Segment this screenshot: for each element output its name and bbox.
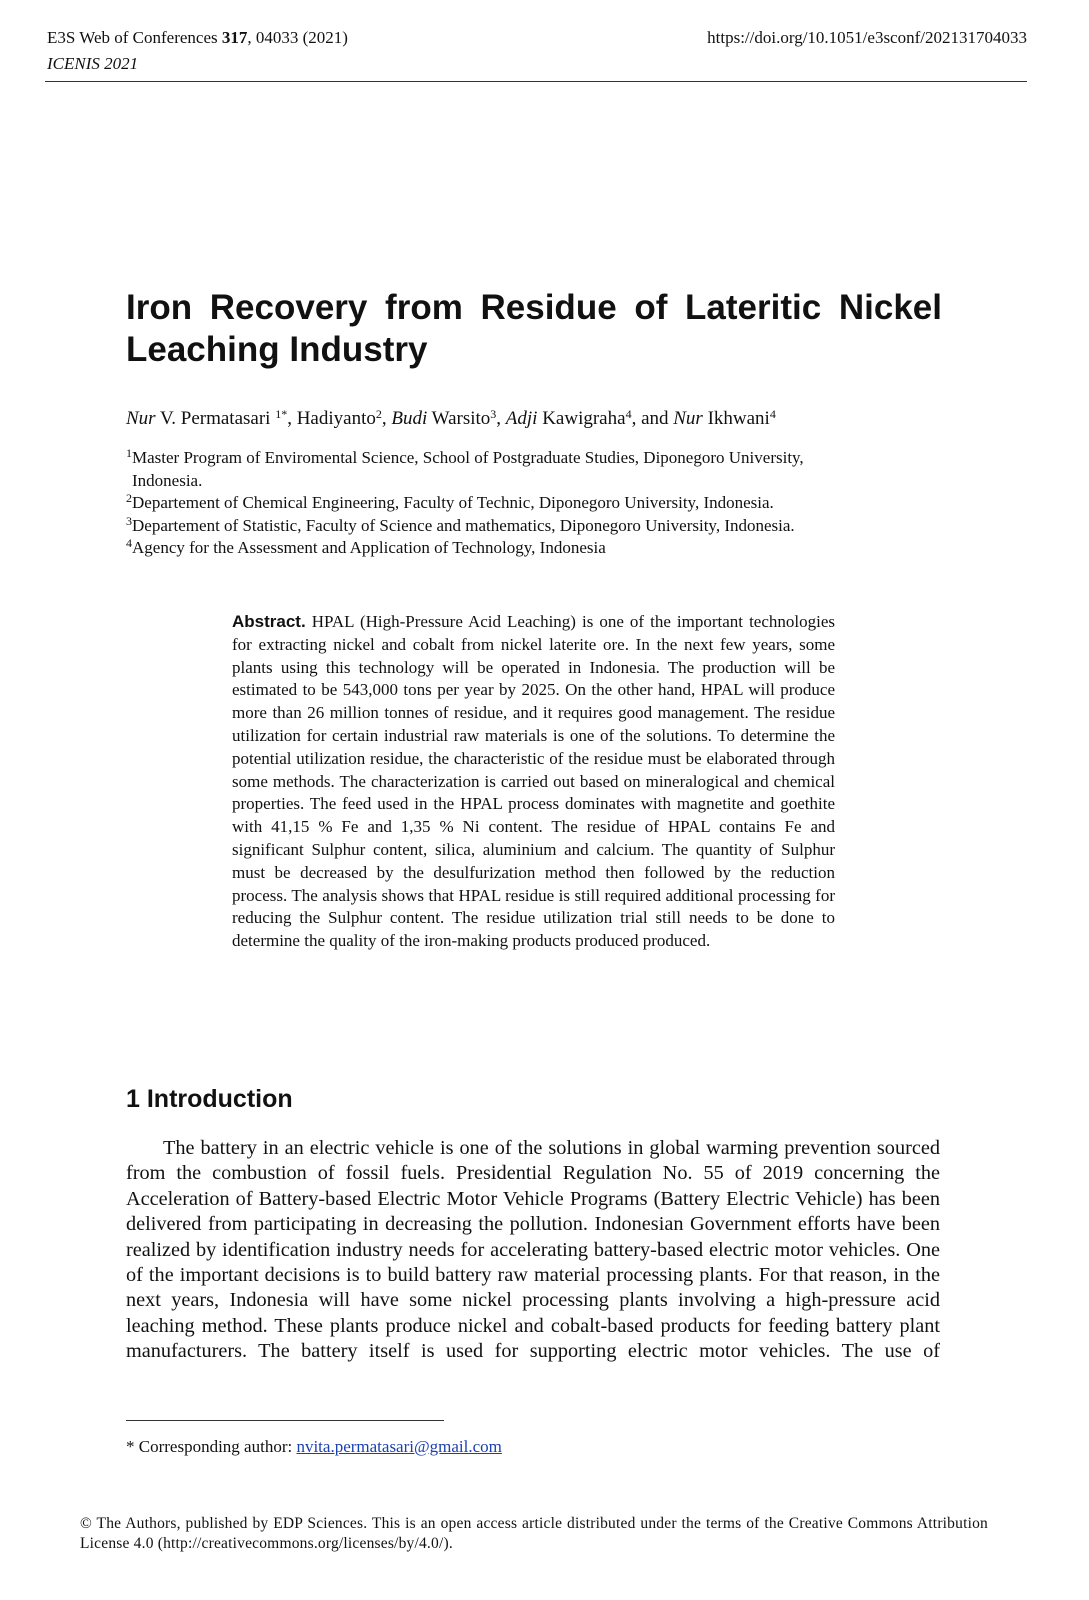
author-surname: Warsito bbox=[427, 408, 491, 429]
author-affiliation-mark: 3 bbox=[490, 407, 497, 421]
affiliation-number: 1 bbox=[126, 446, 132, 460]
article-number: , 04033 (2021) bbox=[247, 28, 348, 47]
author-affiliation-mark: 2 bbox=[375, 407, 382, 421]
affiliation-item bbox=[126, 492, 946, 515]
affiliation-text-continued: Indonesia. bbox=[132, 470, 203, 490]
author-affiliation-mark: 1* bbox=[275, 407, 288, 421]
author-name bbox=[506, 408, 632, 429]
author-affiliation-mark: 4 bbox=[625, 407, 632, 421]
section-heading: 1 Introduction bbox=[126, 1085, 293, 1113]
corresponding-author-footnote bbox=[126, 1436, 502, 1458]
doi-link[interactable]: https://doi.org/10.1051/e3sconf/202131704033 bbox=[707, 28, 1027, 47]
abstract-body: HPAL (High-Pressure Acid Leaching) is one of the important technologies for extracting nickel and cobalt from nickel laterite ore. In the next few years, some plants using this technology will be operated in Indonesia. The production will be estimated to be 543,000 tons per year by 2025. On the other hand, HPAL will produce more than 26 million tonnes of residue, and it requires good management. The residue utilization for certain industrial raw materials is one of the solutions. To determine the potential utilization residue, the characteristic of the residue must be elaborated through some methods. The characterization is carried out based on mineralogical and chemical properties. The feed used in the HPAL process dominates with magnetite and goethite with 41,15 % Fe and 1,35 % Ni content. The residue of HPAL contains Fe and significant Sulphur content, silica, aluminium and calcium. The quantity of Sulphur must be decreased by the desulfurization method then followed by the reduction process. The analysis shows that HPAL residue is still required additional processing for reducing the Sulphur content. The residue utilization trial still needs to be done to determine the quality of the iron-making products produced produced. bbox=[232, 612, 835, 951]
affiliation-item bbox=[126, 447, 946, 492]
affiliation-item bbox=[126, 537, 946, 560]
author-surname: Ikhwani bbox=[702, 408, 770, 429]
author-name bbox=[673, 408, 776, 429]
affiliation-number: 4 bbox=[126, 536, 132, 550]
author-name bbox=[297, 408, 382, 429]
author-surname: V. Permatasari bbox=[155, 408, 276, 429]
author-separator: , bbox=[381, 408, 392, 429]
affiliation-text: Departement of Statistic, Faculty of Science and mathematics, Diponegoro University, Indonesia. bbox=[132, 515, 795, 535]
author-given-name: Budi bbox=[391, 408, 428, 429]
journal-name: E3S Web of Conferences bbox=[47, 28, 222, 47]
author-separator: , bbox=[287, 408, 297, 429]
introduction-paragraph: The battery in an electric vehicle is one of the solutions in global warming prevention sourced from the combustion of fossil fuels. Presidential Regulation No. 55 of 2019 concerning the Acceleration of Battery-based Electric Motor Vehicle Programs (Battery Electric Vehicle) has been delivered from participating in decreasing the pollution. Indonesian Government efforts have been realized by identification industry needs for accelerating battery-based electric motor vehicles. One of the important decisions is to build battery raw material processing plants. For that reason, in the next years, Indonesia will have some nickel processing plants involving a high-pressure acid leaching method. These plants produce nickel and cobalt-based products for feeding battery plant manufacturers. The battery itself is used for supporting electric motor vehicles. The use of bbox=[126, 1137, 940, 1363]
author-given-name: Nur bbox=[126, 408, 156, 429]
author-surname: Hadiyanto bbox=[296, 408, 376, 429]
affiliation-number: 3 bbox=[126, 513, 132, 528]
affiliation-item bbox=[126, 515, 946, 538]
affiliation-number: 2 bbox=[126, 491, 132, 505]
author-separator: , and bbox=[631, 408, 674, 429]
license-notice: © The Authors, published by EDP Sciences. This is an open access article distributed under the terms of the Creative Commons Attribution License 4.0 (http://creativecommons.org/licenses/by/4.0/). bbox=[80, 1515, 988, 1552]
footnote-divider bbox=[126, 1420, 444, 1421]
footnote-label: * Corresponding author: bbox=[126, 1437, 297, 1456]
affiliation-text: Master Program of Enviromental Science, School of Postgraduate Studies, Diponegoro University, bbox=[132, 448, 804, 467]
abstract bbox=[232, 611, 835, 953]
conference-name: ICENIS 2021 bbox=[47, 54, 139, 73]
author-affiliation-mark: 4 bbox=[769, 407, 776, 421]
author-given-name: Adji bbox=[505, 408, 538, 429]
author-name bbox=[126, 408, 287, 429]
author-surname: Kawigraha bbox=[537, 408, 626, 429]
author-given-name: Nur bbox=[673, 408, 703, 429]
author-email-link[interactable]: nvita.permatasari@gmail.com bbox=[296, 1437, 502, 1456]
affiliation-text: Agency for the Assessment and Application of Technology, Indonesia bbox=[132, 538, 606, 557]
abstract-label: Abstract. bbox=[232, 612, 306, 631]
author-name bbox=[391, 408, 496, 429]
journal-header bbox=[47, 28, 348, 74]
header-divider bbox=[45, 81, 1027, 82]
author-separator: , bbox=[496, 408, 506, 429]
journal-volume: 317 bbox=[221, 28, 248, 47]
paper-title: Iron Recovery from Residue of Lateritic Nickel Leaching Industry bbox=[126, 288, 942, 369]
author-list bbox=[126, 407, 776, 431]
affiliation-text: Departement of Chemical Engineering, Faculty of Technic, Diponegoro University, Indonesia. bbox=[132, 493, 774, 512]
affiliation-list bbox=[126, 447, 946, 560]
